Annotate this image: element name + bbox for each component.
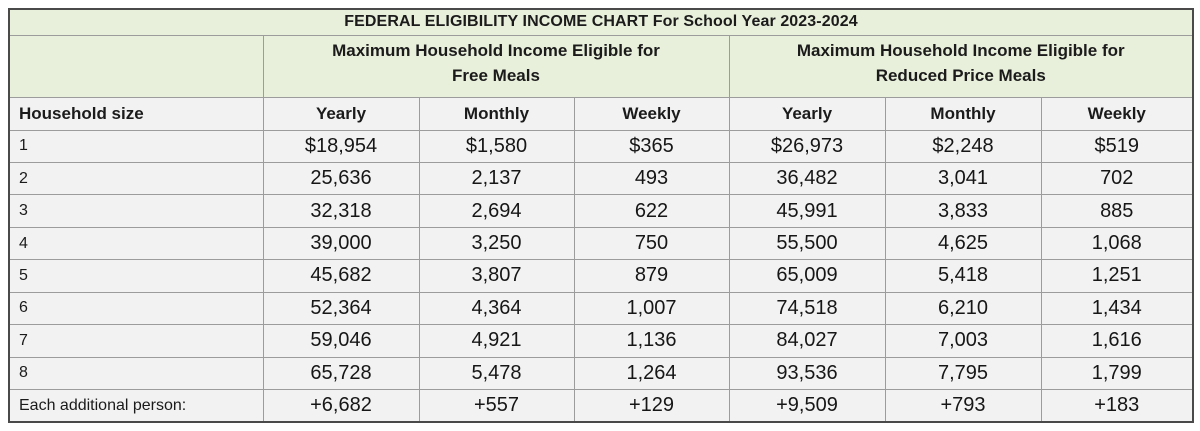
table-row — [9, 325, 1193, 357]
table-row — [9, 162, 1193, 194]
income-value: 750 — [574, 227, 729, 259]
column-header-reduced-weekly: Weekly — [1041, 97, 1193, 130]
income-value: 7,003 — [885, 325, 1041, 357]
group-header-reduced-price-meals: Maximum Household Income Eligible for Reduced Price Meals — [729, 35, 1193, 97]
income-value: $365 — [574, 130, 729, 162]
household-size-value: 1 — [9, 130, 263, 162]
group-header-free-meals: Maximum Household Income Eligible for Free Meals — [263, 35, 729, 97]
table-row — [9, 357, 1193, 389]
income-value: 3,250 — [419, 227, 574, 259]
column-header-free-monthly: Monthly — [419, 97, 574, 130]
income-value: 6,210 — [885, 292, 1041, 324]
income-value: 39,000 — [263, 227, 419, 259]
income-value: 2,137 — [419, 162, 574, 194]
income-value: 1,264 — [574, 357, 729, 389]
income-value: 3,833 — [885, 195, 1041, 227]
table-row — [9, 195, 1193, 227]
household-size-header: Household size — [9, 97, 263, 130]
column-header-free-weekly: Weekly — [574, 97, 729, 130]
column-header-reduced-yearly: Yearly — [729, 97, 885, 130]
income-value: 36,482 — [729, 162, 885, 194]
income-value: 93,536 — [729, 357, 885, 389]
column-header-row — [9, 97, 1193, 130]
income-value: $2,248 — [885, 130, 1041, 162]
income-value: 2,694 — [419, 195, 574, 227]
income-value: 45,991 — [729, 195, 885, 227]
table-row — [9, 260, 1193, 292]
income-value: 622 — [574, 195, 729, 227]
income-value: 7,795 — [885, 357, 1041, 389]
income-value: +129 — [574, 390, 729, 423]
income-value: $1,580 — [419, 130, 574, 162]
income-value: +9,509 — [729, 390, 885, 423]
income-value: 1,007 — [574, 292, 729, 324]
income-value: 59,046 — [263, 325, 419, 357]
income-value: 1,434 — [1041, 292, 1193, 324]
household-size-value: 6 — [9, 292, 263, 324]
income-value: 1,136 — [574, 325, 729, 357]
income-value: +557 — [419, 390, 574, 423]
household-size-value: 4 — [9, 227, 263, 259]
group-header-row — [9, 35, 1193, 97]
column-header-free-yearly: Yearly — [263, 97, 419, 130]
income-value: 32,318 — [263, 195, 419, 227]
income-value: 879 — [574, 260, 729, 292]
income-value: 1,799 — [1041, 357, 1193, 389]
column-header-reduced-monthly: Monthly — [885, 97, 1041, 130]
income-value: $26,973 — [729, 130, 885, 162]
table-row — [9, 390, 1193, 423]
empty-corner-cell — [9, 35, 263, 97]
table-row — [9, 227, 1193, 259]
household-size-value: 5 — [9, 260, 263, 292]
income-value: 5,478 — [419, 357, 574, 389]
table-row — [9, 292, 1193, 324]
income-value: 52,364 — [263, 292, 419, 324]
income-value: 1,068 — [1041, 227, 1193, 259]
table-title-row — [9, 9, 1193, 35]
income-eligibility-table — [8, 8, 1194, 423]
table-row — [9, 130, 1193, 162]
income-value: 45,682 — [263, 260, 419, 292]
income-table-body — [9, 130, 1193, 422]
income-value: 493 — [574, 162, 729, 194]
income-value: 25,636 — [263, 162, 419, 194]
income-value: +793 — [885, 390, 1041, 423]
income-value: 3,807 — [419, 260, 574, 292]
income-value: 1,251 — [1041, 260, 1193, 292]
household-size-value: 2 — [9, 162, 263, 194]
income-value: $519 — [1041, 130, 1193, 162]
income-value: 74,518 — [729, 292, 885, 324]
income-value: 4,921 — [419, 325, 574, 357]
income-value: 65,728 — [263, 357, 419, 389]
income-value: +6,682 — [263, 390, 419, 423]
household-size-value: Each additional person: — [9, 390, 263, 423]
income-value: 4,625 — [885, 227, 1041, 259]
income-value: $18,954 — [263, 130, 419, 162]
income-value: 1,616 — [1041, 325, 1193, 357]
table-title: FEDERAL ELIGIBILITY INCOME CHART For School Year 2023-2024 — [9, 9, 1193, 35]
household-size-value: 7 — [9, 325, 263, 357]
income-value: 3,041 — [885, 162, 1041, 194]
income-value: 55,500 — [729, 227, 885, 259]
household-size-value: 8 — [9, 357, 263, 389]
household-size-value: 3 — [9, 195, 263, 227]
income-value: 84,027 — [729, 325, 885, 357]
income-value: 5,418 — [885, 260, 1041, 292]
income-value: 885 — [1041, 195, 1193, 227]
income-value: +183 — [1041, 390, 1193, 423]
income-value: 4,364 — [419, 292, 574, 324]
income-value: 65,009 — [729, 260, 885, 292]
income-value: 702 — [1041, 162, 1193, 194]
